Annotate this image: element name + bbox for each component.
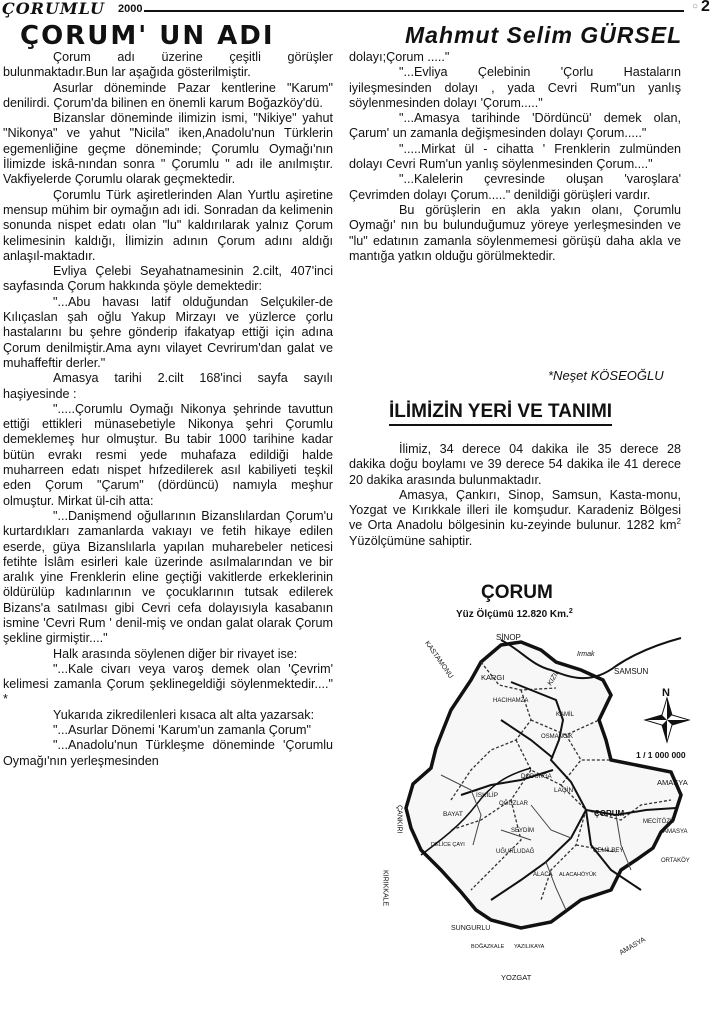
map-label-cemilbey: CEMİLBEY: [593, 848, 624, 854]
map-label-amasya-southeast: AMASYA: [618, 936, 647, 957]
header-rule: [144, 10, 684, 12]
paragraph: "...Evliya Çelebinin 'Çorlu Hastaların iyileşmesinden dolayı , yada Cevri Rum"un yanlış söylenmesinden dolayı 'Çorum.....": [349, 65, 681, 110]
page-number: 2: [701, 0, 710, 15]
issue-year: 2000: [118, 3, 143, 15]
paragraph: "...Amasya tarihinde 'Dördüncü' demek olan, Çarum' un zamanla değişmesinden dolayı Çorum.....": [349, 111, 681, 141]
paragraph: Yukarıda zikredilenleri kısaca alt alta yazarsak:: [53, 707, 315, 722]
map-label-alaca: ALACA: [533, 872, 553, 878]
map-label-hacihamza: HACIHAMZA: [493, 698, 529, 704]
map-label-cankiri: ÇANKIRI: [395, 805, 403, 834]
paragraph: "...Kalelerin çevresinde oluşan 'varoşlara' Çevrimden dolayı Çorum....." denildiği görüşleri vardır.: [349, 172, 681, 202]
paragraph-text: Yüzölçümüne sahiptir.: [349, 533, 473, 548]
map-title: ÇORUM: [481, 582, 553, 603]
map-label-osmancik: OSMANCIK: [541, 734, 574, 740]
map-label-yozgat: YOZGAT: [501, 973, 532, 982]
map-label-lacin: LAÇİN: [554, 787, 574, 794]
map-label-ortakoy: ORTAKÖY: [661, 858, 690, 864]
paragraph: Bu görüşlerin en akla yakın olanı, Çorumlu Oymağı' nın bu bulunduğumuz yöreye yerleşmesinden ve "lu" edatının zamanla söylenmemesi görüşü daha akla ve mantığa yatkın olduğu görülmektedir.: [349, 202, 681, 263]
paragraph: Çorum adı üzerine çeşitli görüşler bulunmaktadır.Bun lar aşağıda gösterilmiştir.: [3, 50, 333, 80]
north-label: N: [662, 687, 670, 699]
map-label-kirikkale: KIRIKKALE: [381, 870, 389, 907]
map-label-dodurga: DODURGA: [521, 774, 552, 780]
map-label-kargi: KARGI: [481, 673, 505, 682]
article-title: ÇORUM' UN ADI: [20, 21, 275, 51]
map-label-sinop: SİNOP: [496, 633, 521, 642]
map-label-samsun: SAMSUN: [614, 667, 649, 676]
paragraph: Bizanslar döneminde ilimizin ismi, "Nikiye" yahut "Nikonya" ve yahut "Nicila" iken,Anadolu'nun Türklerin egemenliğine geçme döneminde; Çorumlu Oymağı'nın İlimizde iskâ-nından sonra " Çorumlu " adı ile anılmıştır. Vakfiyelerde Çorumlu olarak geçmektedir.: [3, 111, 333, 187]
article-author: Mahmut Selim GÜRSEL: [405, 22, 683, 48]
page-header: [0, 0, 708, 20]
paragraph: "...Abu havası latif olduğundan Selçukiler-de Kılıçaslan şah oğlu Yakup Mirzayı ve yüzlerce çorlu hastalarını bu şehre gönderip ifakatyap ettiği için adına Çorum denilmiştir.Ama aynı vilayet Cevrirum'dan galat ve muhaffeftir derler.": [3, 294, 333, 370]
map-label-kamil: KAMİL: [556, 712, 575, 718]
map-label-mecitozu: MECİTÖZÜ: [643, 819, 675, 825]
map-label-corum: ÇORUM: [594, 809, 625, 818]
paragraph: ".....Mirkat ül - cihatta ' Frenklerin zulmünden dolayı Cevri Rum'un yanlış söylenmesinden Çorum....": [349, 141, 681, 172]
map-subtitle-sup: 2: [568, 608, 573, 615]
paragraph: "...Asurlar Dönemi 'Karum'un zamanla Çorum": [53, 723, 312, 738]
map-label-delice: DELİCE ÇAYI: [431, 842, 465, 848]
superscript: 2: [676, 517, 681, 527]
map-label-kastamonu: KASTAMONU: [423, 639, 455, 680]
paragraph: "...Kale civarı veya varoş demek olan 'Çevrim' kelimesi zamanla Çorum şeklinegeldiği söylenmektedir...." *: [3, 661, 333, 707]
paragraph: [349, 488, 681, 549]
paragraph: Halk arasında söylenen diğer bir rivayet ise:: [53, 646, 298, 661]
signature: *Neşet KÖSEOĞLU: [548, 368, 664, 383]
paragraph: "...Danişmend oğullarının Bizanslılardan Çorum'u kurtardıkları zamanlarda vakıayı ve fetih hikaye edilen eserde, güya Bizanslılarla yapılan muharebeler neticesi fetihte İslâm esirleri kale üzerinde asılmalarından ve bir aralık yine Frenklerin eline geçtiği vakitlerde erkeklerinin öldürülüp kadınlarının ve çocuklarının tutsak edilerek Bizans'a satılması gibi Cevri cefa dolayısıyla kasabanın ismine 'Cevri Rum ' denil-miş ve ondan galat olarak Çorum şekline girmiştir....": [3, 508, 333, 646]
magazine-logo: ÇORUMLU: [2, 0, 105, 18]
map-subtitle-text: Yüz Ölçümü 12.820 Km.: [456, 609, 569, 620]
map-label-bayat: BAYAT: [443, 811, 463, 818]
paragraph: "...Anadolu'nun Türkleşme döneminde 'Çorumlu Oymağı'nın yerleşmesinden: [3, 738, 333, 768]
paragraph: Amasya tarihi 2.cilt 168'inci sayfa sayılı haşiyesinde :: [3, 371, 333, 401]
page-mark: ○: [692, 1, 699, 12]
paragraph: ".....Çorumlu Oymağı Nikonya şehrinde tavuttun ettiği ettikleri münasebetiyle Nikonya şehri Çorumlu demeklemeş hur olmuştur. Bu tabir 1000 tarihine kadar bütün evrakı resmi yede muhafaza edildiği halde muharreen edatı nispet hıfzedilerek asıl kabiliyeti teşkil eden Çorum "Çarum" (dördüncü) namıyla meşhur olmuştur. Mirkat ül-cih atta:: [3, 401, 333, 508]
map-label-iskilip: İSKİLİP: [476, 792, 499, 799]
province-boundary: [406, 639, 681, 928]
map-label-alacahoyuk: ALACAHÖYÜK: [559, 872, 597, 878]
map-label-irmak: Irmak: [577, 651, 595, 658]
left-column: [3, 50, 333, 769]
map-label-bogazkale: BOĞAZKALE: [471, 944, 505, 950]
map-label-sungurlu: SUNGURLU: [451, 925, 491, 932]
map-subtitle: [456, 607, 573, 620]
map-scale: 1 / 1 000 000: [636, 750, 686, 760]
section-body: [349, 442, 681, 549]
map-label-seydim: SEYDİM: [511, 828, 535, 834]
right-column: [349, 50, 681, 264]
paragraph: Asurlar döneminde Pazar kentlerine "Karum" denilirdi. Çorum'da bilinen en önemli karum Boğazköy'dü.: [3, 80, 333, 110]
north-arrow-icon: [645, 698, 689, 742]
map-label-amasya-small: AMASYA: [663, 829, 688, 835]
paragraph: Evliya Çelebi Seyahatnamesinin 2.cilt, 407'inci sayfasında Çorum hakkında şöyle demektedir:: [3, 264, 333, 294]
map-label-oguzlar: OĞUZLAR: [499, 801, 529, 807]
paragraph: dolayı;Çorum .....": [349, 50, 450, 64]
section-heading: İLİMİZİN YERİ VE TANIMI: [389, 401, 612, 426]
map-label-yazilikaya: YAZILIKAYA: [514, 944, 545, 950]
paragraph-text: Amasya, Çankırı, Sinop, Samsun, Kasta-monu, Yozgat ve Kırıkkale illeri ile komşudur. Karadeniz Bölgesi ve Orta Anadolu bölgesinin ku-zeyinde bulunur. 1282 km: [349, 487, 681, 533]
paragraph: Çorumlu Türk aşiretlerinden Alan Yurtlu aşiretine mensup mühim bir oymağın adı idi. Sonradan da kelimenin sonunda nispet edatı olan "lu" kaldırılarak yalnız Çorum kelimesinin kaldığı, İlimizin adının Çorum adını aldığı anlaşıl-maktadır.: [3, 187, 333, 263]
map-label-amasya-east: AMASYA: [657, 778, 688, 787]
paragraph: İlimiz, 34 derece 04 dakika ile 35 derece 28 dakika doğu boylamı ve 39 derece 54 dakika ile 41 derece 20 dakika arasında bulunmaktadır.: [349, 442, 681, 487]
map-label-ugurludag: UĞURLUDAĞ: [496, 849, 535, 855]
map-label-kizil: KIZIL: [546, 669, 562, 687]
corum-province-map: [381, 570, 705, 990]
